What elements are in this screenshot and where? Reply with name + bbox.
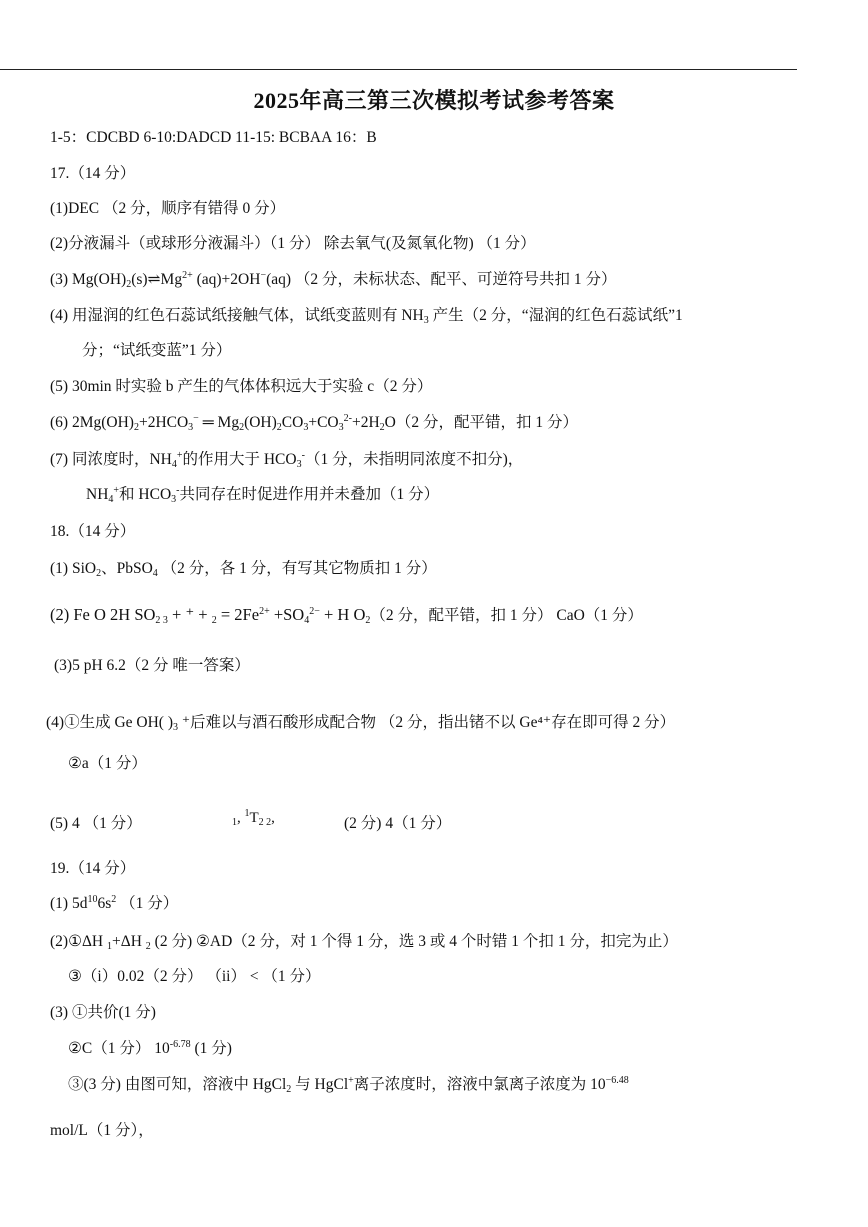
- q17-part4: (4) 用湿润的红色石蕊试纸接触气体，试纸变蓝则有 $NH_3$ 产生（2 分，“湿润的红色石蕊试纸”1: [50, 307, 683, 326]
- q19-part1: (1) $5d^{10}6s^2$ （1 分）: [50, 894, 179, 912]
- q19-part3-sub2: ②C（1 分） $10^{-6.78}$ (1 分): [68, 1039, 232, 1057]
- q19-heading: 19.（14 分）: [50, 860, 136, 877]
- q18-part5: (5) 4 （1 分）: [50, 815, 142, 832]
- q17-part5: (5) 30min 时实验 b 产生的气体体积远大于实验 c（2 分）: [50, 378, 433, 395]
- q18-part4-sub2: ②a（1 分）: [68, 755, 147, 772]
- q17-heading: 17.（14 分）: [50, 165, 136, 182]
- q17-part3: (3) $Mg(OH)_2(s)\rightleftharpoons Mg^{2+}$ (aq)+2OH−(aq) （2 分，未标状态、配平、可逆符号共扣 1 分）: [50, 270, 617, 290]
- q18-part5-formula: $_1$, $^1T_{2 2}$,: [232, 808, 275, 828]
- q19-part3-cont: mol/L（1 分），: [50, 1122, 154, 1139]
- header-rule: [0, 69, 797, 70]
- q19-part3-sub3: ③(3 分) 由图可知，溶液中 HgCl$_2$ 与 HgCl+离子浓度时，溶液中氯离子浓度为 $10^{-6.48}$: [68, 1075, 629, 1095]
- q17-part7: (7) 同浓度时，$NH_4^+$的作用大于 $HCO_3^-(1$ 分，未指明同浓度不扣分)，: [50, 450, 524, 470]
- q17-part4-cont: 分；“试纸变蓝”1 分）: [82, 342, 232, 359]
- page-title: 2025年高三第三次模拟考试参考答案: [253, 88, 615, 113]
- q18-part1: (1) SiO$_2$、PbSO$_4$ （2 分，各 1 分，有写其它物质扣 1 分）: [50, 560, 437, 579]
- q19-part3: (3) ①共价(1 分): [50, 1004, 156, 1021]
- q17-part6: (6) $2Mg(OH)_2+2HCO_3^-$ ═ $Mg_2(OH)_2CO_3+CO_3^{2-}+2H_2O(2$ 分，配平错，扣 1 分）: [50, 413, 578, 433]
- q19-part2-sub3: ③（i）0.02（2 分） （ii） < （1 分）: [68, 968, 321, 985]
- q17-part1: (1)DEC （2 分，顺序有错得 0 分）: [50, 200, 286, 217]
- q17-part2: (2)分液漏斗（或球形分液漏斗）（1 分） 除去氧气(及氮氧化物) （1 分）: [50, 235, 536, 252]
- q18-part4: (4)①生成 Ge OH( )$_3$ ⁺后难以与酒石酸形成配合物 （2 分，指出锗不以 Ge⁴⁺存在即可得 2 分）: [46, 714, 676, 733]
- q17-part7-cont: $NH_4^+$和 $HCO_3^-$共同存在时促进作用并未叠加（1 分）: [86, 485, 440, 505]
- q18-part3: (3)5 pH 6.2（2 分 唯一答案）: [54, 657, 250, 674]
- choice-answers: 1-5：CDCBD 6-10:DADCD 11-15: BCBAA 16：B: [50, 129, 377, 146]
- q18-heading: 18.（14 分）: [50, 523, 136, 540]
- q18-part5-scores: (2 分) 4（1 分）: [344, 815, 452, 832]
- q18-part2: (2) Fe O 2H $SO_{2 3}$ + ⁺ + $_2 = 2Fe^{2+} +SO_4^{2-} + H$ $O_2(2$ 分，配平错，扣 1 分） CaO（1 分）: [50, 605, 643, 626]
- q19-part2: (2)①ΔH $_1$+ΔH $_2$ (2 分) ②AD（2 分，对 1 个得 1 分，选 3 或 4 个时错 1 个扣 1 分，扣完为止）: [50, 933, 678, 952]
